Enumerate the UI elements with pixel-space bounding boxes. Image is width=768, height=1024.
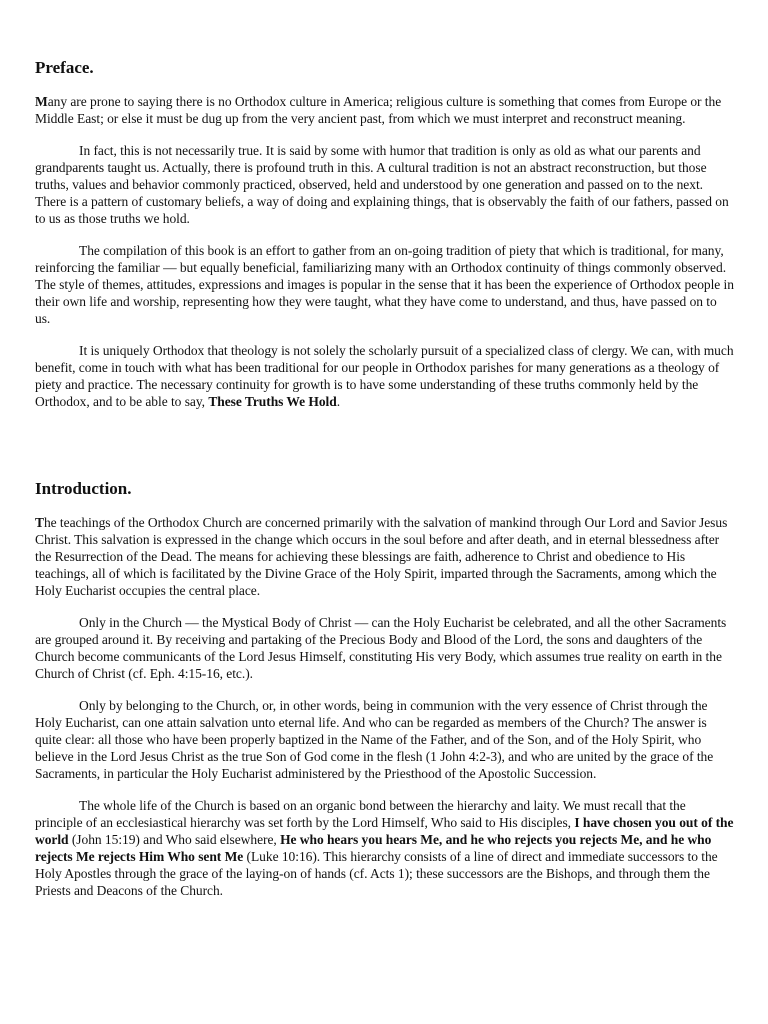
introduction-section	[35, 479, 734, 899]
introduction-paragraph-3: Only by belonging to the Church, or, in other words, being in communion with the very essence of Christ through the Holy Eucharist, can one attain salvation unto eternal life. And who can be regarded as members of the Church? The answer is quite clear: all those who have been properly baptized in the Name of the Father, and of the Son, and of the Holy Spirit, who believe in the Lord Jesus Christ as the true Son of God come in the flesh (1 John 4:2-3), and who are united by the grace of the Sacraments, in particular the Holy Eucharist administered by the Priesthood of the Apostolic Succession.	[35, 698, 714, 781]
introduction-paragraph-2: Only in the Church — the Mystical Body of Christ — can the Holy Eucharist be celebrated, and all the other Sacraments are grouped around it. By receiving and partaking of the Precious Body and Blood of the Lord, the sons and daughters of the Church become communicants of the Lord Jesus Himself, constituting His very Body, which assumes true reality on earth in the Church of Christ (cf. Eph. 4:15-16, etc.).	[35, 615, 727, 681]
preface-heading: Preface.	[35, 58, 94, 77]
introduction-heading: Introduction.	[35, 479, 132, 498]
paragraph-end: .	[336, 394, 341, 409]
paragraph-text: It is uniquely Orthodox that theology is not solely the scholarly pursuit of a specialized class of clergy. We can, with much benefit, come in touch with what has been traditional for our people in Orthodox parishes for many generations as a theology of piety and practice. The necessary continuity for growth is to have some understanding of these truths commonly held by the Orthodox, and to be able to say,	[35, 343, 734, 409]
preface-paragraph-1	[35, 93, 734, 127]
scripture-quote-2: He who hears you hears Me, and he who rejects you rejects Me, and he who rejects Me rejects Him Who sent Me	[35, 832, 712, 864]
preface-paragraph-2: In fact, this is not necessarily true. It is said by some with humor that tradition is only as old as what our parents and grandparents taught us. Actually, there is profound truth in this. A cultural tradition is not an abstract reconstruction, but those truths, values and behavior commonly practiced, observed, held and understood by one generation and passed on to the next. There is a pattern of customary beliefs, a way of doing and explaining things, that is observably the faith of our fathers, passed on to us as those truths we hold.	[35, 143, 729, 226]
paragraph-text: he teachings of the Orthodox Church are concerned primarily with the salvation of mankind through Our Lord and Savior Jesus Christ. This salvation is expressed in the change which occurs in the soul before and after death, and in eternal blessedness after the Resurrection of the Dead. The means for achieving these blessings are faith, adherence to Christ and obedience to His teachings, all of which is facilitated by the Divine Grace of the Holy Spirit, imparted through the Sacraments, among which the Holy Eucharist occupies the central place.	[35, 515, 728, 598]
preface-paragraph-3: The compilation of this book is an effort to gather from an on-going tradition of piety that which is traditional, for many, reinforcing the familiar — but equally beneficial, familiarizing many with an Orthodox continuity of things commonly observed. The style of themes, attitudes, expressions and images is popular in the sense that it has been the experience of Orthodox people in their own life and worship, representing how they were taught, what they have come to understand, and thus, have passed on to us.	[35, 243, 734, 326]
preface-paragraph-4	[35, 342, 734, 410]
drop-initial: T	[35, 515, 44, 530]
preface-section	[35, 58, 734, 410]
drop-initial: M	[35, 94, 48, 109]
paragraph-text: any are prone to saying there is no Orthodox culture in America; religious culture is something that comes from Europe or the Middle East; or else it must be dug up from the very ancient past, from which we must interpret and reconstruct meaning.	[35, 94, 722, 126]
scripture-quote-1: I have chosen you out of the world	[35, 815, 734, 847]
introduction-paragraph-4	[35, 797, 734, 899]
paragraph-text: The whole life of the Church is based on an organic bond between the hierarchy and laity. We must recall that the principle of an ecclesiastical hierarchy was set forth by the Lord Himself, Who said to His disciples,	[35, 798, 686, 830]
book-title-emphasis: These Truths We Hold	[208, 394, 337, 409]
paragraph-text: (John 15:19) and Who said elsewhere,	[68, 832, 281, 847]
paragraph-text: (Luke 10:16). This hierarchy consists of a line of direct and immediate successors to the Holy Apostles through the grace of the laying-on of hands (cf. Acts 1); these successors are the Bishops, and through them the Priests and Deacons of the Church.	[35, 849, 718, 898]
introduction-paragraph-1	[35, 514, 734, 599]
